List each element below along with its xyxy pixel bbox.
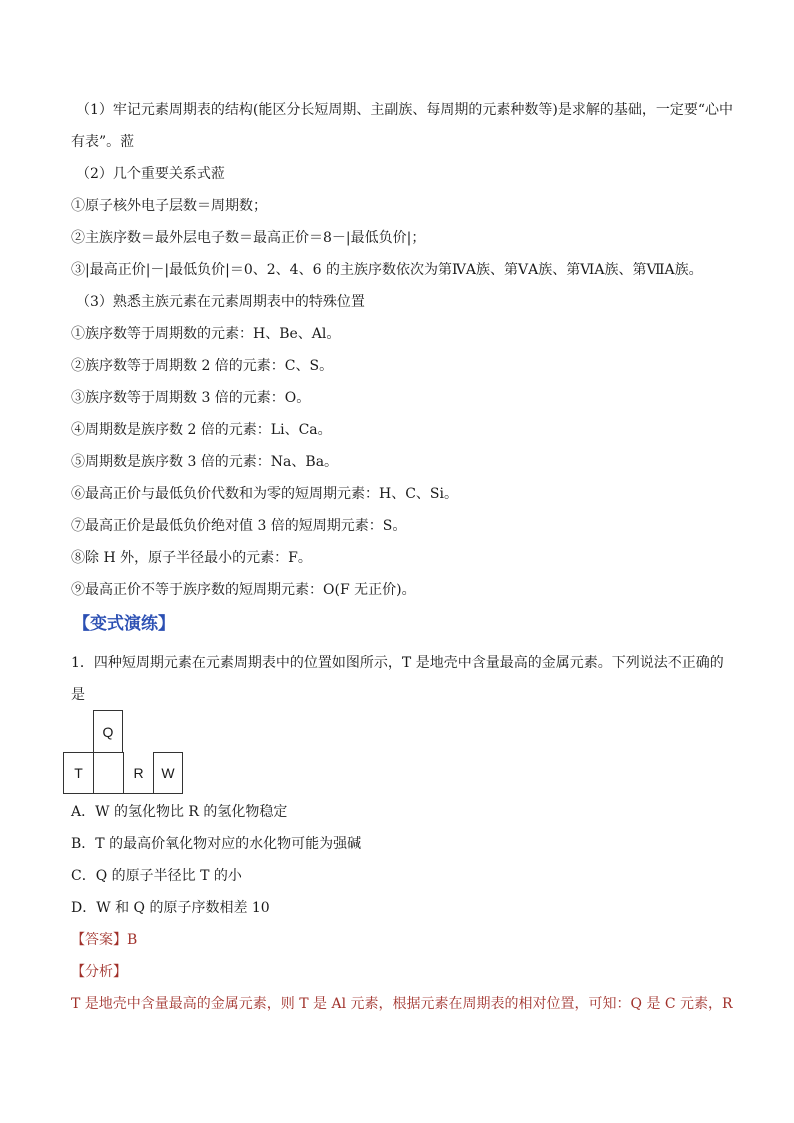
grid-cell-t: T <box>63 752 93 794</box>
question-stem-cont: 是 <box>71 687 85 703</box>
intro-p1-line2: 有表”。蒞 <box>71 134 135 150</box>
intro-p3-item: ③族序数等于周期数 3 倍的元素：O。 <box>71 390 311 406</box>
intro-p2: （2）几个重要关系式蒞 <box>76 166 225 182</box>
section-heading: 【变式演练】 <box>73 614 175 634</box>
grid-cell-empty <box>93 752 123 794</box>
intro-p2-item: ③|最高正价|－|最低负价|＝0、2、4、6 的主族序数依次为第ⅣA族、第ⅤA族、第ⅥA族、第ⅦA族。 <box>71 262 703 278</box>
option-c: C．Q 的原子半径比 T 的小 <box>71 868 242 884</box>
analysis-text: T 是地壳中含量最高的金属元素，则 T 是 Al 元素，根据元素在周期表的相对位置，可知：Q 是 C 元素，R <box>71 996 733 1012</box>
intro-p3: （3）熟悉主族元素在元素周期表中的特殊位置 <box>76 294 365 310</box>
analysis-label: 【分析】 <box>71 964 127 980</box>
intro-p3-item: ⑨最高正价不等于族序数的短周期元素：O(F 无正价)。 <box>71 582 416 598</box>
intro-p3-item: ⑦最高正价是最低负价绝对值 3 倍的短周期元素：S。 <box>71 518 407 534</box>
answer-label: 【答案】B <box>71 932 138 948</box>
intro-p2-item: ②主族序数＝最外层电子数＝最高正价＝8－|最低负价|； <box>71 230 426 246</box>
grid-cell-w: W <box>153 752 183 794</box>
grid-cell-q: Q <box>93 710 123 752</box>
option-b: B．T 的最高价氧化物对应的水化物可能为强碱 <box>71 836 362 852</box>
intro-p3-item: ⑥最高正价与最低负价代数和为零的短周期元素：H、C、Si。 <box>71 486 458 502</box>
intro-p3-item: ⑧除 H 外，原子半径最小的元素：F。 <box>71 550 312 566</box>
intro-p3-item: ⑤周期数是族序数 3 倍的元素：Na、Ba。 <box>71 454 339 470</box>
intro-p3-item: ①族序数等于周期数的元素：H、Be、Al。 <box>71 326 341 342</box>
intro-p3-item: ④周期数是族序数 2 倍的元素：Li、Ca。 <box>71 422 332 438</box>
intro-p3-item: ②族序数等于周期数 2 倍的元素：C、S。 <box>71 358 334 374</box>
question-stem: 1．四种短周期元素在元素周期表中的位置如图所示，T 是地壳中含量最高的金属元素。下列说法不正确的 <box>71 655 724 671</box>
grid-cell-r: R <box>123 752 153 794</box>
option-d: D．W 和 Q 的原子序数相差 10 <box>71 900 270 916</box>
intro-p1-line1: （1）牢记元素周期表的结构(能区分长短周期、主副族、每周期的元素种数等)是求解的基础，一定要“心中 <box>76 102 733 118</box>
intro-p2-item: ①原子核外电子层数＝周期数； <box>71 198 267 214</box>
option-a: A．W 的氢化物比 R 的氢化物稳定 <box>71 804 288 820</box>
